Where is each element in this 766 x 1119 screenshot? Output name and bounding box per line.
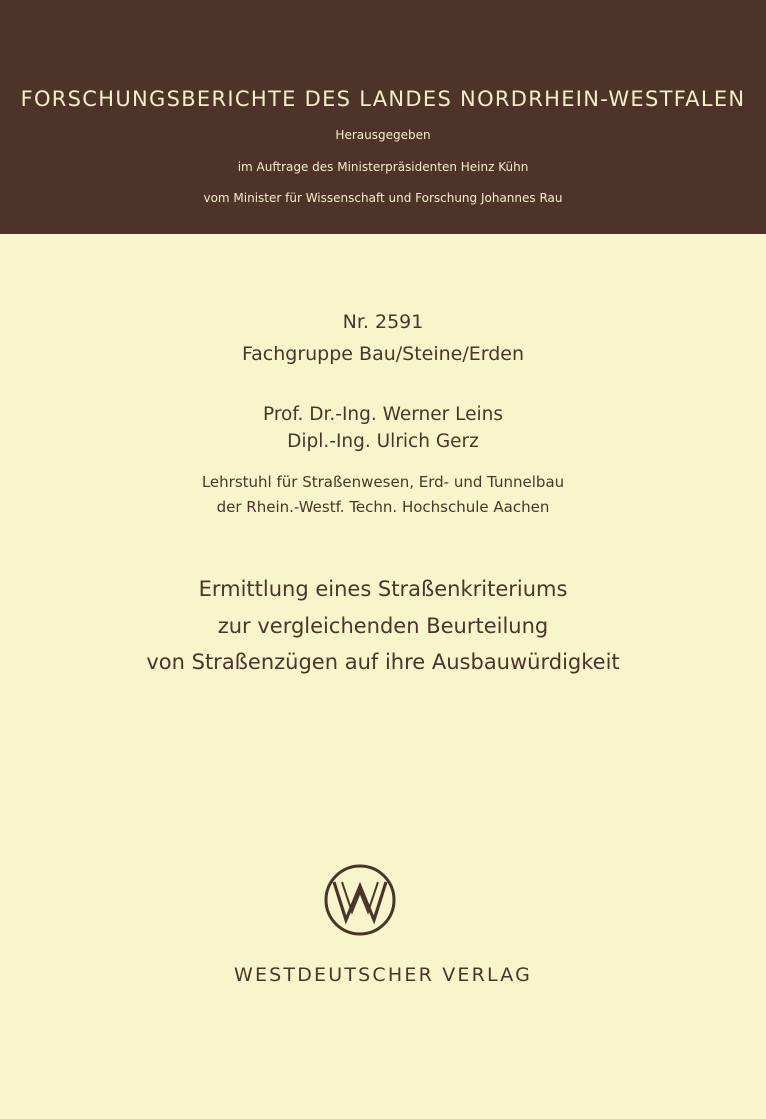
editor-line-minister: vom Minister für Wissenschaft und Forschung Johannes Rau (203, 191, 563, 205)
publisher-logo-icon (322, 862, 398, 938)
report-number: Nr. 2591 (342, 311, 424, 333)
header-band (0, 0, 766, 234)
publisher-name: WESTDEUTSCHER VERLAG (233, 964, 533, 986)
title-line-3: von Straßenzügen auf ihre Ausbauwürdigkeit (146, 650, 620, 674)
subject-group: Fachgruppe Bau/Steine/Erden (241, 343, 525, 365)
title-line-2: zur vergleichenden Beurteilung (217, 614, 549, 638)
author-2: Dipl.-Ing. Ulrich Gerz (287, 431, 479, 452)
editor-line-published: Herausgegeben (335, 128, 431, 142)
series-title: FORSCHUNGSBERICHTE DES LANDES NORDRHEIN-WESTFALEN (20, 87, 746, 111)
institution-line-2: der Rhein.-Westf. Techn. Hochschule Aachen (216, 498, 550, 516)
editor-line-commissioned: im Auftrage des Ministerpräsidenten Heinz Kühn (237, 160, 529, 174)
institution-line-1: Lehrstuhl für Straßenwesen, Erd- und Tunnelbau (201, 473, 565, 491)
author-1: Prof. Dr.-Ing. Werner Leins (262, 404, 503, 425)
title-line-1: Ermittlung eines Straßenkriteriums (198, 577, 568, 601)
